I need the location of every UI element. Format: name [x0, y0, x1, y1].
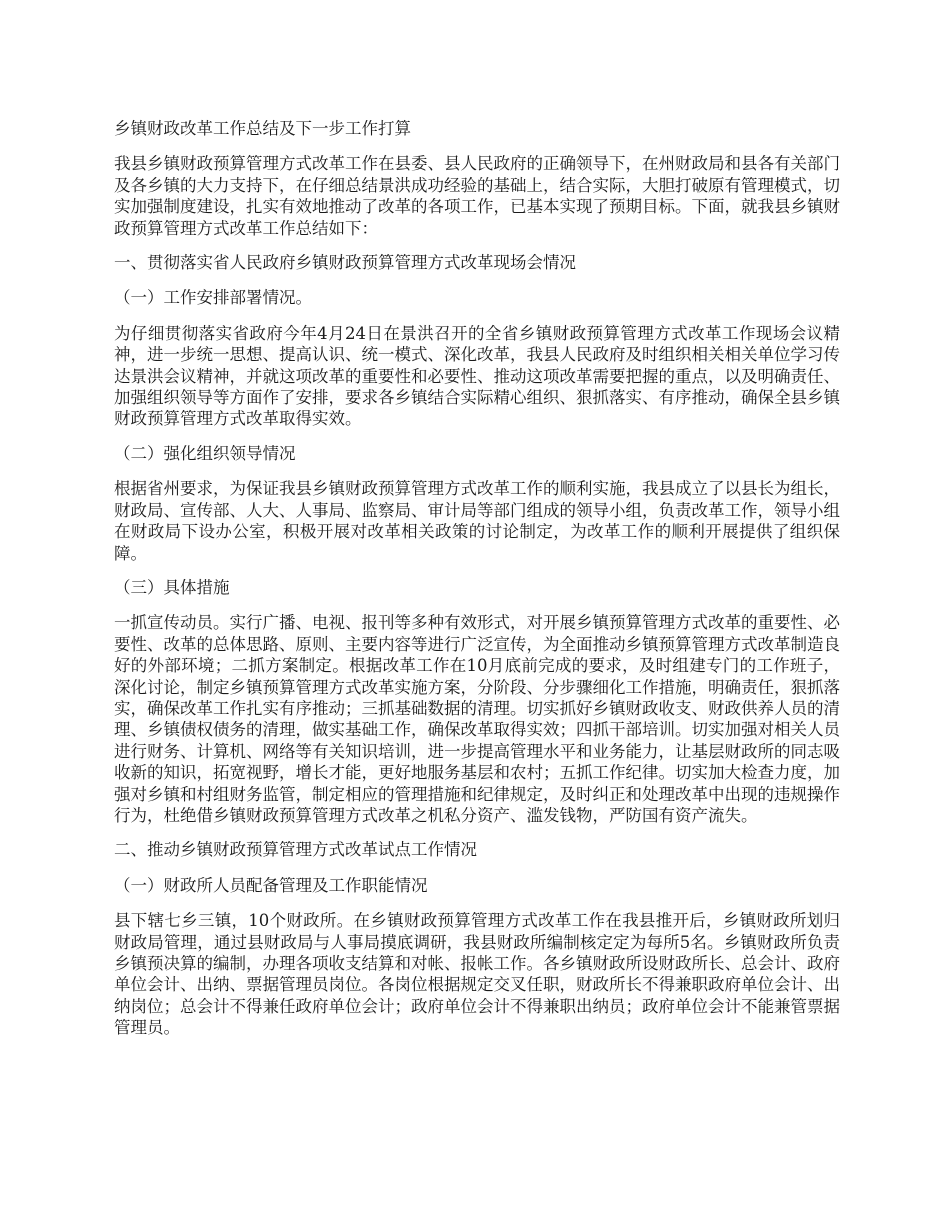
section-1-heading: 一、贯彻落实省人民政府乡镇财政预算管理方式改革现场会情况	[114, 253, 576, 273]
intro-paragraph: 我县乡镇财政预算管理方式改革工作在县委、县人民政府的正确领导下，在州财政局和县各有关部门及各乡镇的大力支持下，在仔细总结景洪成功经验的基础上，结合实际，大胆打破原有管理模式，切实加强制度建设，扎实有效地推动了改革的各项工作，已基本实现了预期目标。下面，就我县乡镇财政预算管理方式改革工作总结如下：	[114, 154, 840, 238]
section-1-sub-2-paragraph: 根据省州要求，为保证我县乡镇财政预算管理方式改革工作的顺利实施，我县成立了以县长为组长，财政局、宣传部、人大、人事局、监察局、审计局等部门组成的领导小组，负责改革工作，领导小组在财政局下设办公室，积极开展对改革相关政策的讨论制定，为改革工作的顺利开展提供了组织保障。	[114, 479, 840, 563]
section-2-heading: 二、推动乡镇财政预算管理方式改革试点工作情况	[114, 840, 477, 860]
section-2-sub-1-heading: （一）财政所人员配备管理及工作职能情况	[114, 875, 428, 895]
section-1-sub-3-heading: （三）具体措施	[114, 577, 230, 597]
section-1-sub-1-paragraph: 为仔细贯彻落实省政府今年4月24日在景洪召开的全省乡镇财政预算管理方式改革工作现场会议精神，进一步统一思想、提高认识、统一模式、深化改革，我县人民政府及时组织相关相关单位学习传达景洪会议精神，并就这项改革的重要性和必要性、推动这项改革需要把握的重点，以及明确责任、加强组织领导等方面作了安排，要求各乡镇结合实际精心组织、狠抓落实、有序推动，确保全县乡镇财政预算管理方式改革取得实效。	[114, 323, 840, 429]
section-2-sub-1-paragraph: 县下辖七乡三镇，10个财政所。在乡镇财政预算管理方式改革工作在我县推开后，乡镇财政所划归财政局管理，通过县财政局与人事局摸底调研，我县财政所编制核定定为每所5名。乡镇财政所负责乡镇预决算的编制，办理各项收支结算和对帐、报帐工作。各乡镇财政所设财政所长、总会计、政府单位会计、出纳、票据管理员岗位。各岗位根据规定交叉任职，财政所长不得兼职政府单位会计、出纳岗位；总会计不得兼任政府单位会计；政府单位会计不得兼职出纳员；政府单位会计不能兼管票据管理员。	[114, 911, 840, 1038]
section-1-sub-2-heading: （二）强化组织领导情况	[114, 443, 296, 463]
document-title: 乡镇财政改革工作总结及下一步工作打算	[114, 119, 411, 138]
section-1-sub-1-heading: （一）工作安排部署情况。	[114, 288, 312, 308]
section-1-sub-3-paragraph: 一抓宣传动员。实行广播、电视、报刊等多种有效形式，对开展乡镇预算管理方式改革的重要性、必要性、改革的总体思路、原则、主要内容等进行广泛宣传，为全面推动乡镇预算管理方式改革制造良好的外部环境；二抓方案制定。根据改革工作在10月底前完成的要求，及时组建专门的工作班子，深化讨论，制定乡镇预算管理方式改革实施方案，分阶段、分步骤细化工作措施，明确责任，狠抓落实，确保改革工作扎实有序推动；三抓基础数据的清理。切实抓好乡镇财政收支、财政供养人员的清理、乡镇债权债务的清理，做实基础工作，确保改革取得实效；四抓干部培训。切实加强对相关人员进行财务、计算机、网络等有关知识培训，进一步提高管理水平和业务能力，让基层财政所的同志吸收新的知识，拓宽视野，增长才能，更好地服务基层和农村；五抓工作纪律。切实加大检查力度，加强对乡镇和村组财务监管，制定相应的管理措施和纪律规定，及时纠正和处理改革中出现的违规操作行为，杜绝借乡镇财政预算管理方式改革之机私分资产、滥发钱物，严防国有资产流失。	[114, 613, 840, 825]
document-page	[114, 118, 840, 1052]
